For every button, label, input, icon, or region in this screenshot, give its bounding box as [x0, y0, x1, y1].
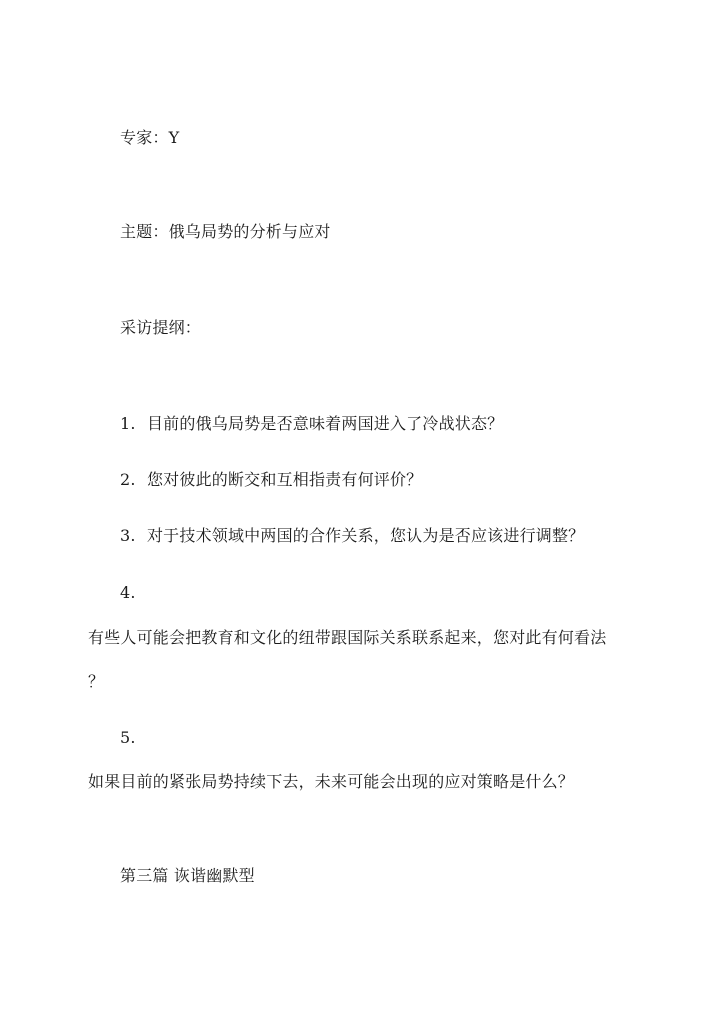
question-4-text-line1: 有些人可能会把教育和文化的纽带跟国际关系联系起来，您对此有何看法	[88, 628, 607, 647]
outline-heading: 采访提纲：	[120, 318, 202, 337]
next-section-title: 第三篇 诙谐幽默型	[120, 866, 255, 885]
expert-line: 专家：Y	[120, 128, 180, 147]
question-number: 1.	[120, 414, 136, 433]
question-text: 您对彼此的断交和互相指责有何评价？	[146, 470, 423, 489]
question-1	[120, 414, 503, 434]
question-5-text: 如果目前的紧张局势持续下去，未来可能会出现的应对策略是什么？	[88, 772, 575, 791]
topic-line: 主题：俄乌局势的分析与应对	[120, 222, 331, 241]
question-5-number: 5.	[120, 728, 136, 747]
question-text: 对于技术领域中两国的合作关系，您认为是否应该进行调整？	[146, 526, 585, 545]
question-2	[120, 470, 422, 490]
question-4-number: 4.	[120, 583, 136, 602]
question-3	[120, 526, 584, 546]
question-4-text-line2: ？	[88, 672, 105, 691]
question-number: 3.	[120, 526, 136, 545]
question-text: 目前的俄乌局势是否意味着两国进入了冷战状态？	[146, 414, 504, 433]
question-number: 2.	[120, 470, 136, 489]
